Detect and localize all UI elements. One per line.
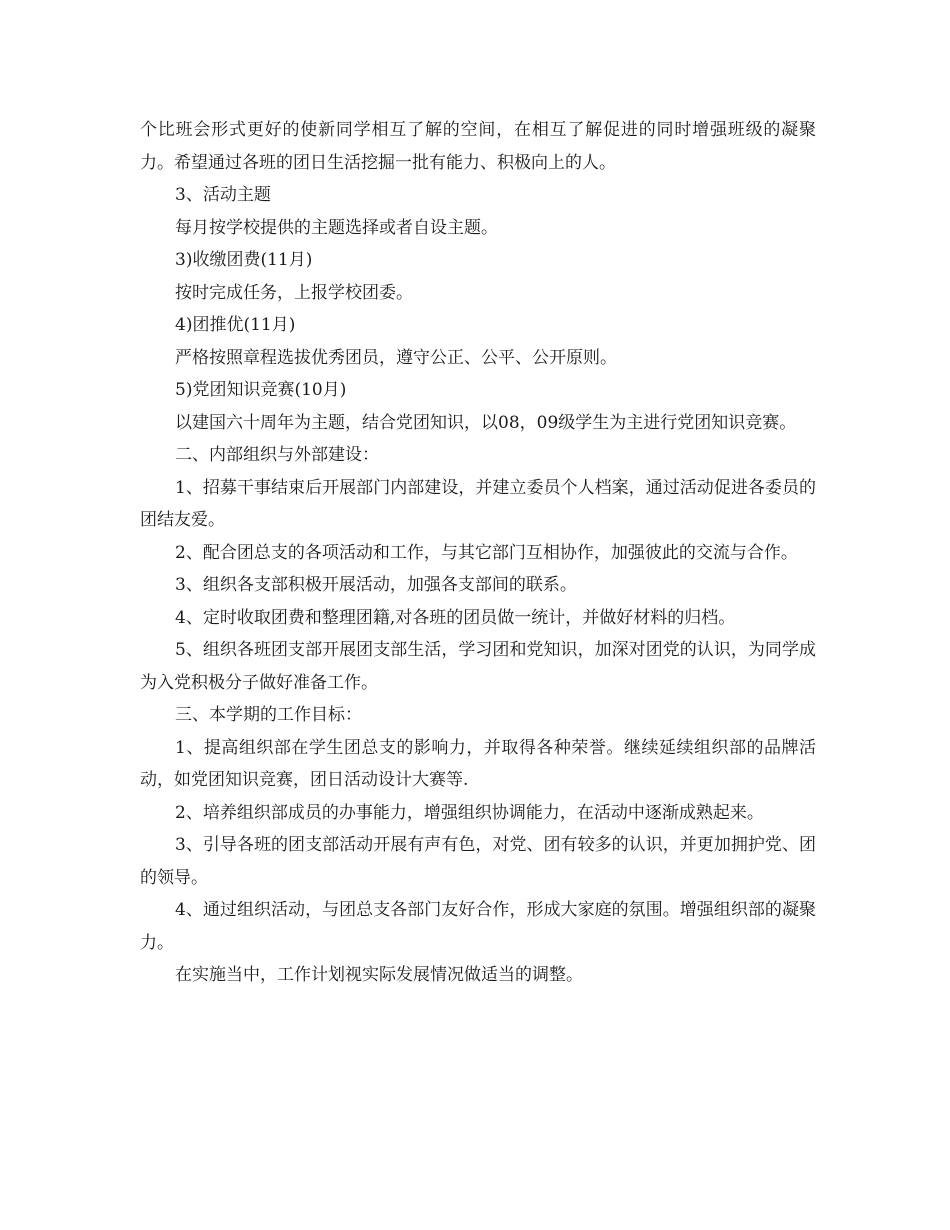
- list-item-heading: 5)党团知识竞赛(10月): [175, 380, 347, 400]
- paragraph: 严格按照章程选拔优秀团员，遵守公正、公平、公开原则。: [175, 347, 617, 368]
- section-heading-activity-theme: 3、活动主题: [175, 185, 271, 205]
- paragraph: 每月按学校提供的主题选择或者自设主题。: [175, 217, 498, 238]
- list-item: 4、定时收取团费和整理团籍,对各班的团员做一统计，并做好材料的归档。: [175, 607, 736, 628]
- list-item: 2、配合团总支的各项活动和工作，与其它部门互相协作，加强彼此的交流与合作。: [175, 542, 798, 563]
- list-item: 1、招募干事结束后开展部门内部建设，并建立委员个人档案，通过活动促进各委员的团结友爱。: [140, 477, 816, 530]
- list-item-heading: 4)团推优(11月): [175, 315, 296, 335]
- document-body: [140, 114, 816, 992]
- list-item: 3、组织各支部积极开展活动，加强各支部间的联系。: [175, 575, 577, 595]
- list-item: 1、提高组织部在学生团总支的影响力，并取得各种荣誉。继续延续组织部的品牌活动，如党团知识竞赛，团日活动设计大赛等.: [140, 737, 816, 790]
- list-item-heading: 3)收缴团费(11月): [175, 250, 313, 270]
- section-heading-internal-external: 二、内部组织与外部建设：: [175, 445, 379, 465]
- paragraph: 个比班会形式更好的使新同学相互了解的空间，在相互了解促进的同时增强班级的凝聚力。希望通过各班的团日生活挖掘一批有能力、积极向上的人。: [140, 120, 816, 173]
- section-heading-semester-goals: 三、本学期的工作目标：: [175, 705, 362, 725]
- paragraph: 按时完成任务，上报学校团委。: [175, 282, 413, 303]
- paragraph: 以建国六十周年为主题，结合党团知识，以08，09级学生为主进行党团知识竞赛。: [175, 412, 797, 433]
- list-item: 4、通过组织活动，与团总支各部门友好合作，形成大家庭的氛围。增强组织部的凝聚力。: [140, 900, 816, 953]
- list-item: 5、组织各班团支部开展团支部生活，学习团和党知识，加深对团党的认识，为同学成为入党积极分子做好准备工作。: [140, 640, 816, 693]
- list-item: 2、培养组织部成员的办事能力，增强组织协调能力，在活动中逐渐成熟起来。: [175, 802, 764, 823]
- closing-paragraph: 在实施当中，工作计划视实际发展情况做适当的调整。: [175, 965, 583, 985]
- list-item: 3、引导各班的团支部活动开展有声有色，对党、团有较多的认识，并更加拥护党、团的领导。: [140, 835, 816, 888]
